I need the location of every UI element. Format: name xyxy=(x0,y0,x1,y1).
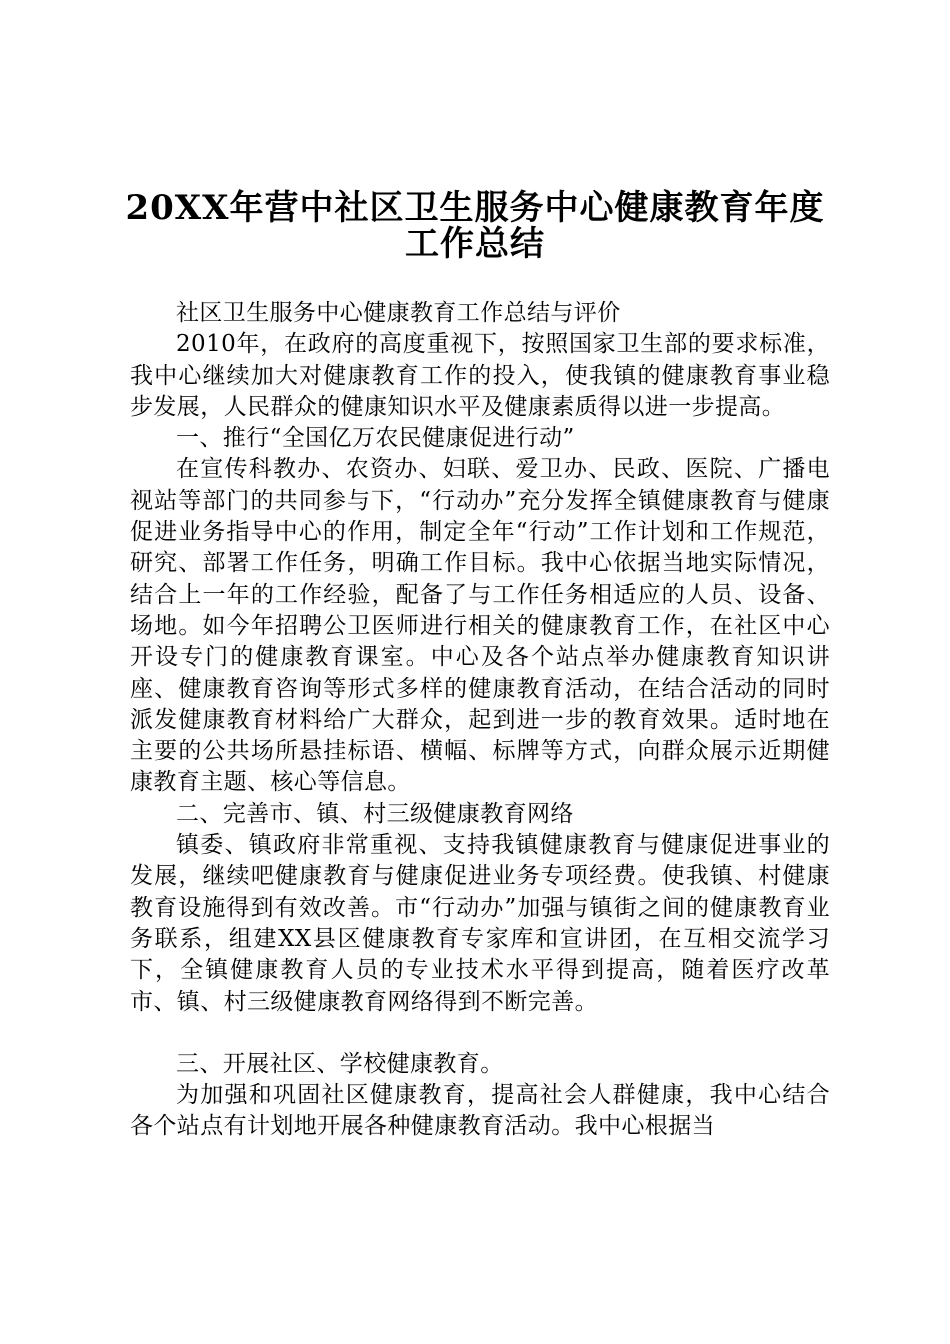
section-2-paragraph: 镇委、镇政府非常重视、支持我镇健康教育与健康促进事业的发展，继续吧健康教育与健康促进业务专项经费。使我镇、村健康教育设施得到有效改善。市“行动办”加强与镇街之间的健康教育业务联系，组建XX县区健康教育专家库和宣讲团，在互相交流学习下，全镇健康教育人员的专业技术水平得到提高，随着医疗改革市、镇、村三级健康教育网络得到不断完善。 xyxy=(130,832,830,1015)
section-heading-3: 三、开展社区、学校健康教育。 xyxy=(176,1050,504,1077)
document-title-line-2: 工作总结 xyxy=(405,224,545,264)
section-heading-2: 二、完善市、镇、村三级健康教育网络 xyxy=(176,800,574,827)
intro-paragraph: 2010年，在政府的高度重视下，按照国家卫生部的要求标准，我中心继续加大对健康教育工作的投入，使我镇的健康教育事业稳步发展，人民群众的健康知识水平及健康素质得以进一步提高。 xyxy=(130,331,830,420)
section-heading-1: 一、推行“全国亿万农民健康促进行动” xyxy=(176,425,575,452)
subtitle-paragraph: 社区卫生服务中心健康教育工作总结与评价 xyxy=(176,300,621,326)
section-3-paragraph: 为加强和巩固社区健康教育，提高社会人群健康，我中心结合各个站点有计划地开展各种健康教育活动。我中心根据当 xyxy=(130,1082,830,1140)
document-title-line-1: 20XX年营中社区卫生服务中心健康教育年度 xyxy=(125,188,825,228)
section-1-paragraph: 在宣传科教办、农资办、妇联、爱卫办、民政、医院、广播电视站等部门的共同参与下，“行动办”充分发挥全镇健康教育与健康促进业务指导中心的作用，制定全年“行动”工作计划和工作规范，研究、部署工作任务，明确工作目标。我中心依据当地实际情况，结合上一年的工作经验，配备了与工作任务相适应的人员、设备、场地。如今年招聘公卫医师进行相关的健康教育工作，在社区中心开设专门的健康教育课室。中心及各个站点举办健康教育知识讲座、健康教育咨询等形式多样的健康教育活动，在结合活动的同时派发健康教育材料给广大群众，起到进一步的教育效果。适时地在主要的公共场所悬挂标语、横幅、标牌等方式，向群众展示近期健康教育主题、核心等信息。 xyxy=(130,456,830,796)
document-body xyxy=(130,298,830,1143)
